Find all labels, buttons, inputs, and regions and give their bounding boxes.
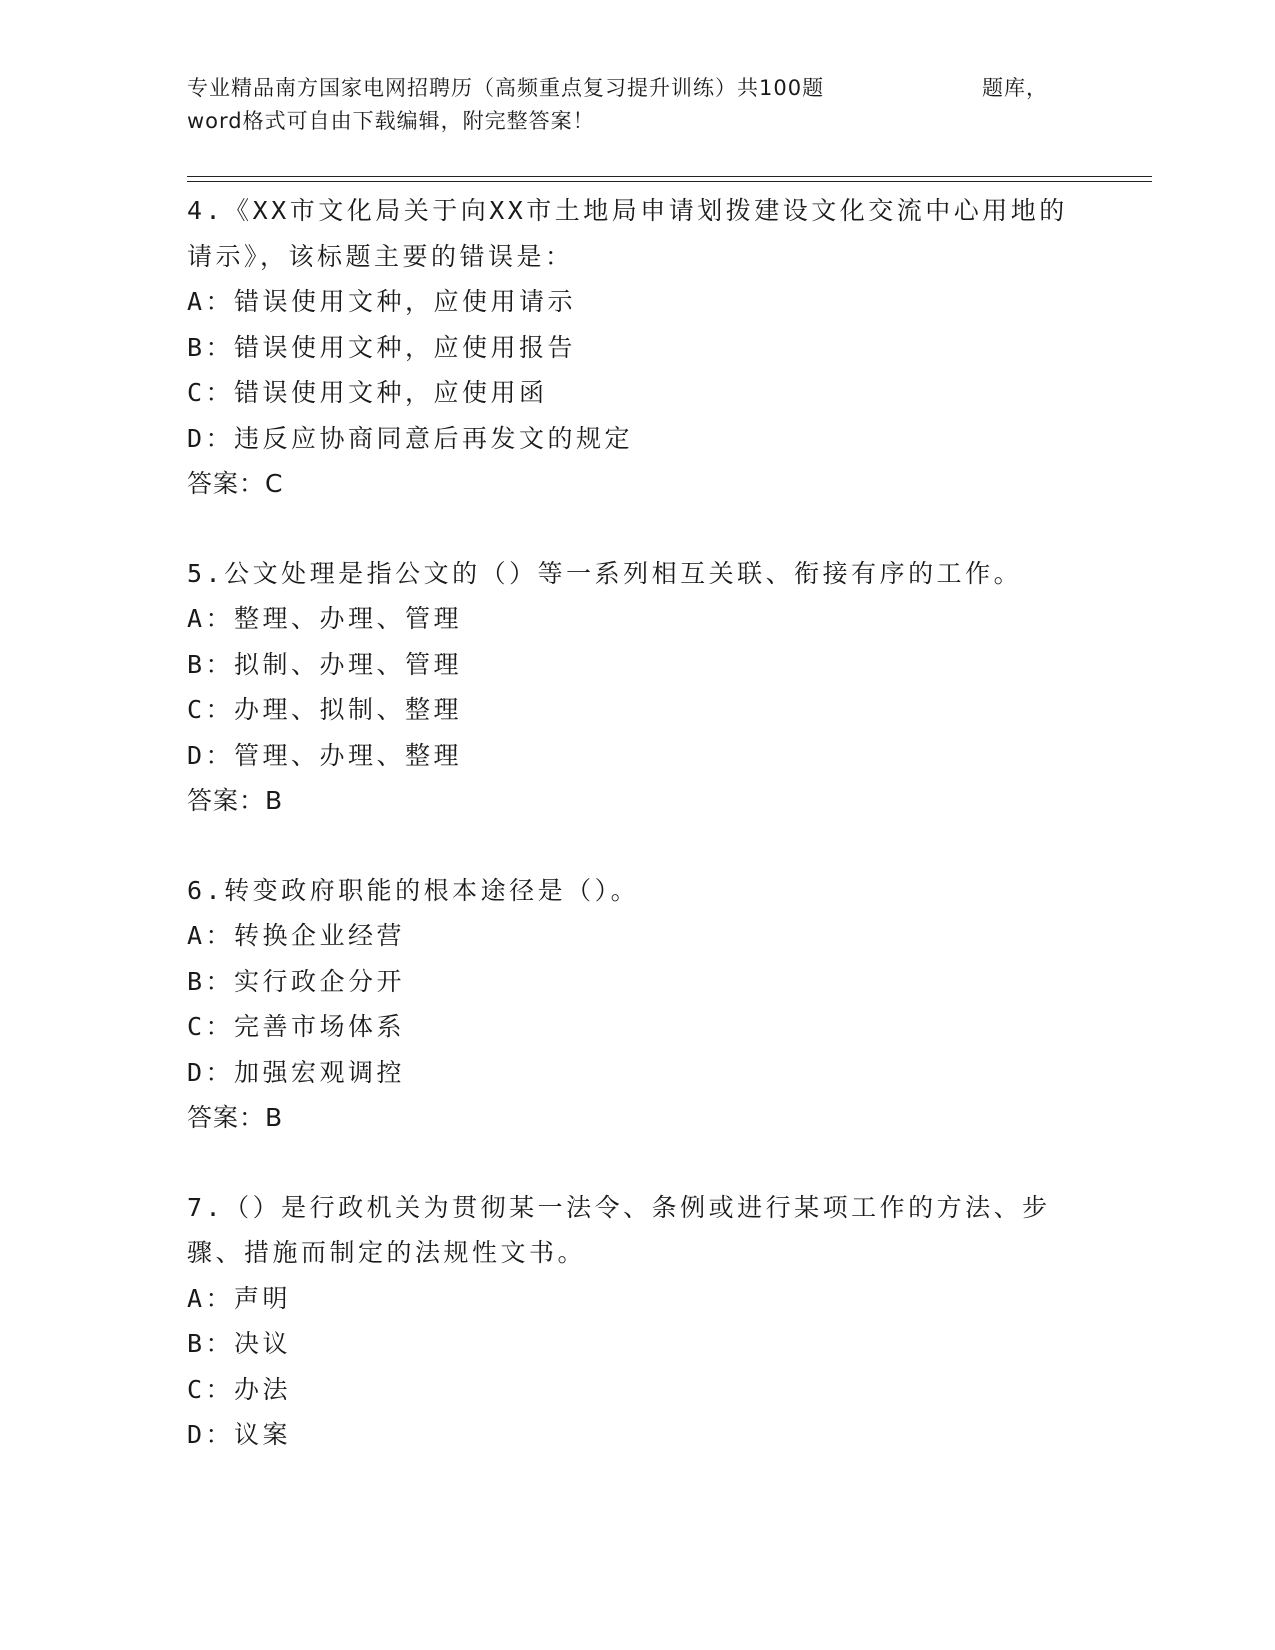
header-title-tail: 题库， xyxy=(982,76,1048,100)
option-b: B：错误使用文种，应使用报告 xyxy=(187,332,577,362)
answer: 答案：B xyxy=(187,786,284,815)
option-b: B：决议 xyxy=(187,1329,292,1358)
question-4 xyxy=(187,188,1087,507)
option-d: D：加强宏观调控 xyxy=(187,1057,406,1087)
header-divider-top xyxy=(187,176,1152,177)
option-d: D：议案 xyxy=(187,1420,292,1449)
option-a: A：整理、办理、管理 xyxy=(187,604,463,633)
option-c: C：错误使用文种，应使用函 xyxy=(187,378,548,407)
question-stem: 5.公文处理是指公文的（）等一系列相互关联、衔接有序的工作。 xyxy=(187,558,1023,588)
answer: 答案：C xyxy=(187,469,284,498)
question-5 xyxy=(187,551,1087,824)
option-d: D：违反应协商同意后再发文的规定 xyxy=(187,423,634,453)
option-b: B：实行政企分开 xyxy=(187,966,406,996)
option-d: D：管理、办理、整理 xyxy=(187,740,463,770)
option-c: C：办法 xyxy=(187,1374,292,1404)
question-7 xyxy=(187,1185,1087,1458)
question-stem: 7.（）是行政机关为贯彻某一法令、条例或进行某项工作的方法、步骤、措施而制定的法规性文书。 xyxy=(187,1192,1051,1267)
header-title: 专业精品南方国家电网招聘历（高频重点复习提升训练）共100题 xyxy=(187,76,825,100)
question-stem: 4.《XX市文化局关于向XX市土地局申请划拨建设文化交流中心用地的请示》，该标题主要的错误是： xyxy=(187,196,1068,271)
option-a: A：错误使用文种，应使用请示 xyxy=(187,287,577,316)
option-a: A：转换企业经营 xyxy=(187,921,406,950)
option-b: B：拟制、办理、管理 xyxy=(187,649,463,679)
header-divider-bottom xyxy=(187,181,1152,182)
document-header xyxy=(187,72,1087,138)
option-c: C：完善市场体系 xyxy=(187,1012,406,1041)
answer: 答案：B xyxy=(187,1103,284,1132)
header-line-2: word格式可自由下载编辑，附完整答案！ xyxy=(187,109,595,133)
option-a: A：声明 xyxy=(187,1283,292,1313)
question-stem: 6.转变政府职能的根本途径是（）。 xyxy=(187,875,640,905)
question-6 xyxy=(187,868,1087,1141)
header-line-1 xyxy=(187,72,1087,105)
option-c: C：办理、拟制、整理 xyxy=(187,695,463,724)
question-list xyxy=(187,188,1087,1502)
